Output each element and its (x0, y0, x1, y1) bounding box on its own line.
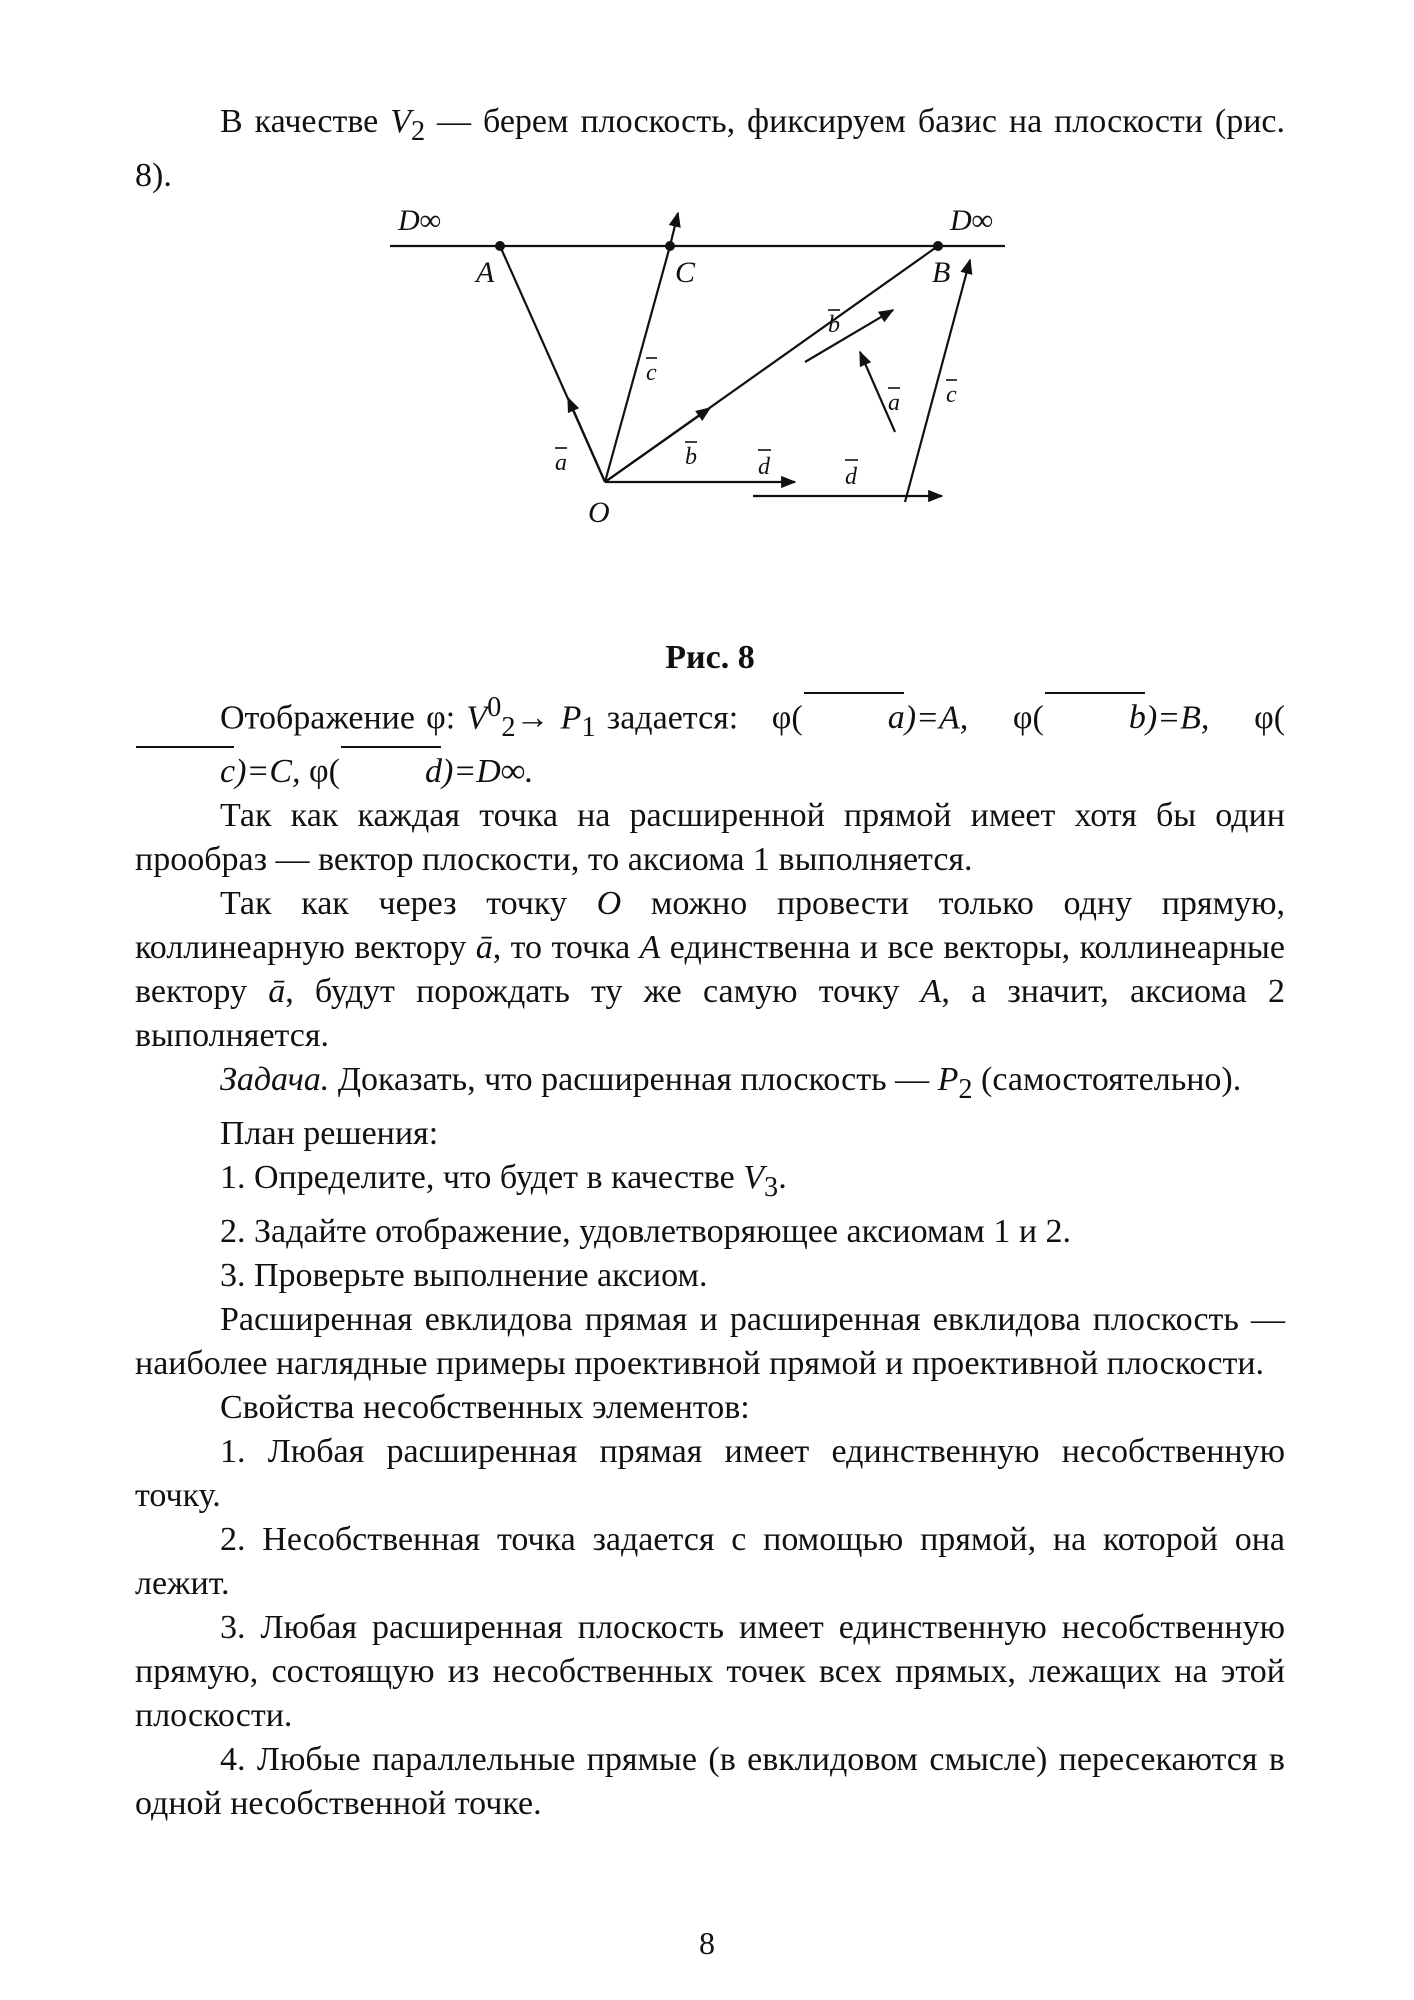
space-subscript: 2 (410, 115, 426, 147)
arrow-vec-a (568, 398, 605, 482)
projective-diagram (390, 202, 1030, 529)
label-vec-b: b (685, 443, 697, 470)
plan-step-2: 2. Задайте отображение, удовлетворяющее аксиомам 1 и 2. (220, 1212, 1072, 1250)
task-text-1: Доказать, что расширенная плоскость — (329, 1060, 938, 1098)
examples-paragraph: Расширенная евклидова прямая и расширенная евклидова плоскость — наиболее наглядные примеры проективной прямой и проективной плоскости. (135, 1300, 1285, 1382)
phi-b-post: )=B, (1145, 699, 1210, 737)
task-label: Задача. (220, 1060, 330, 1098)
figure-8 (135, 198, 1285, 628)
axiom2-paragraph (135, 882, 1285, 1058)
plan-step-1-sub: 3 (764, 1171, 779, 1203)
plan-title: План решения: (220, 1114, 439, 1152)
intro-text-1: В качестве (220, 103, 391, 140)
label-vec-d: d (758, 453, 770, 480)
plan-step-3: 3. Проверьте выполнение аксиом. (220, 1256, 708, 1294)
phi-a-vec: a (803, 696, 905, 740)
label-d-inf-right: D∞ (950, 203, 994, 237)
label-point-a: A (476, 255, 495, 289)
phi-d-pre: φ( (309, 752, 340, 790)
axiom2-vec-a-1: ā (475, 928, 493, 966)
axiom2-text-1: Так как через точку (220, 884, 597, 922)
plan-step-1-space: V (743, 1158, 765, 1196)
intro-text-2: — берем плоскость, фиксируем базис на плоскости (рис. 8). (135, 103, 1285, 194)
figure-caption: Рис. 8 (665, 638, 755, 676)
mapping-space: V (466, 699, 488, 737)
space-symbol: V (390, 103, 411, 140)
axiom2-vec-a-2: ā (268, 972, 286, 1010)
task-plane: P (937, 1060, 959, 1098)
phi-b-pre: φ( (1012, 699, 1044, 737)
task-paragraph (135, 1058, 1285, 1112)
point-c (665, 241, 675, 251)
plan-step-1 (135, 1156, 1285, 1210)
label-vec-a: a (555, 449, 567, 476)
plan-step-1-end: . (778, 1158, 787, 1196)
arrow-vec-c (670, 213, 678, 246)
property-3: 3. Любая расширенная плоскость имеет единственную несобственную прямую, состоящую из несобственных точек всех прямых, лежащих на этой плоскости. (135, 1608, 1285, 1734)
axiom1-paragraph: Так как каждая точка на расширенной прямой имеет хотя бы один прообраз — вектор плоскости, то аксиома 1 выполняется. (135, 796, 1285, 878)
mapping-paragraph (135, 686, 1285, 794)
label-free-vec-a: a (888, 389, 900, 416)
property-2: 2. Несобственная точка задается с помощью прямой, на которой она лежит. (135, 1520, 1285, 1602)
label-free-vec-c: c (946, 381, 957, 408)
axiom2-point-a-1: A (639, 928, 661, 966)
properties-title: Свойства несобственных элементов: (220, 1388, 750, 1426)
page-body (135, 100, 1285, 1826)
label-d-inf-left: D∞ (398, 203, 442, 237)
mapping-space-sub: 2 (501, 711, 516, 743)
point-b (933, 241, 943, 251)
mapping-text: Отображение φ: (220, 699, 467, 737)
free-vec-b (880, 345, 910, 362)
phi-a-post: )=A, (904, 699, 969, 737)
axiom2-point-a-2: A (920, 972, 942, 1010)
mapping-target-sub: 1 (581, 711, 596, 743)
label-free-vec-d: d (845, 463, 857, 490)
axiom2-text-2: можно провести только одну прямую, коллинеарную вектору (135, 884, 1285, 966)
phi-a-pre: φ( (771, 699, 803, 737)
intro-paragraph (135, 100, 1285, 198)
phi-c-pre: φ( (1254, 699, 1286, 737)
axiom2-text-3: , то точка (492, 928, 640, 966)
segment-o-c (605, 246, 670, 482)
point-a (495, 241, 505, 251)
label-free-vec-b: b (828, 311, 840, 338)
axiom2-text-5: , будут порождать ту же самую точку (285, 972, 921, 1010)
task-plane-sub: 2 (958, 1073, 973, 1105)
plan-step-1-text: 1. Определите, что будет в качестве (220, 1158, 744, 1196)
phi-d-post: )=D∞. (442, 752, 534, 790)
label-vec-c: c (646, 359, 657, 386)
phi-b-vec: b (1044, 696, 1146, 740)
free-arrow-c (905, 260, 970, 502)
label-point-b: B (932, 255, 951, 289)
phi-d-vec: d (340, 750, 442, 794)
phi-c-post: )=C, (235, 752, 301, 790)
page-number: 8 (699, 1925, 715, 1961)
axiom2-text-4: единственна и все векторы, коллинеарные вектору (135, 928, 1285, 1010)
label-origin-o: O (588, 495, 610, 529)
axiom2-point-o: O (596, 884, 622, 922)
mapping-target: P (560, 699, 582, 737)
free-arrow-b (805, 310, 893, 362)
mapping-arrow: → (515, 699, 561, 737)
property-4: 4. Любые параллельные прямые (в евклидовом смысле) пересекаются в одной несобственной точке. (135, 1740, 1285, 1822)
label-point-c: C (675, 255, 696, 289)
mapping-text-2: задается: (595, 699, 750, 737)
property-1: 1. Любая расширенная прямая имеет единственную несобственную точку. (135, 1432, 1285, 1514)
mapping-space-sup: 0 (487, 691, 502, 723)
axiom2-text-6: , а значит, аксиома 2 выполняется. (135, 972, 1285, 1054)
phi-c-vec: c (135, 750, 235, 794)
task-text-2: (самостоятельно). (972, 1060, 1242, 1098)
